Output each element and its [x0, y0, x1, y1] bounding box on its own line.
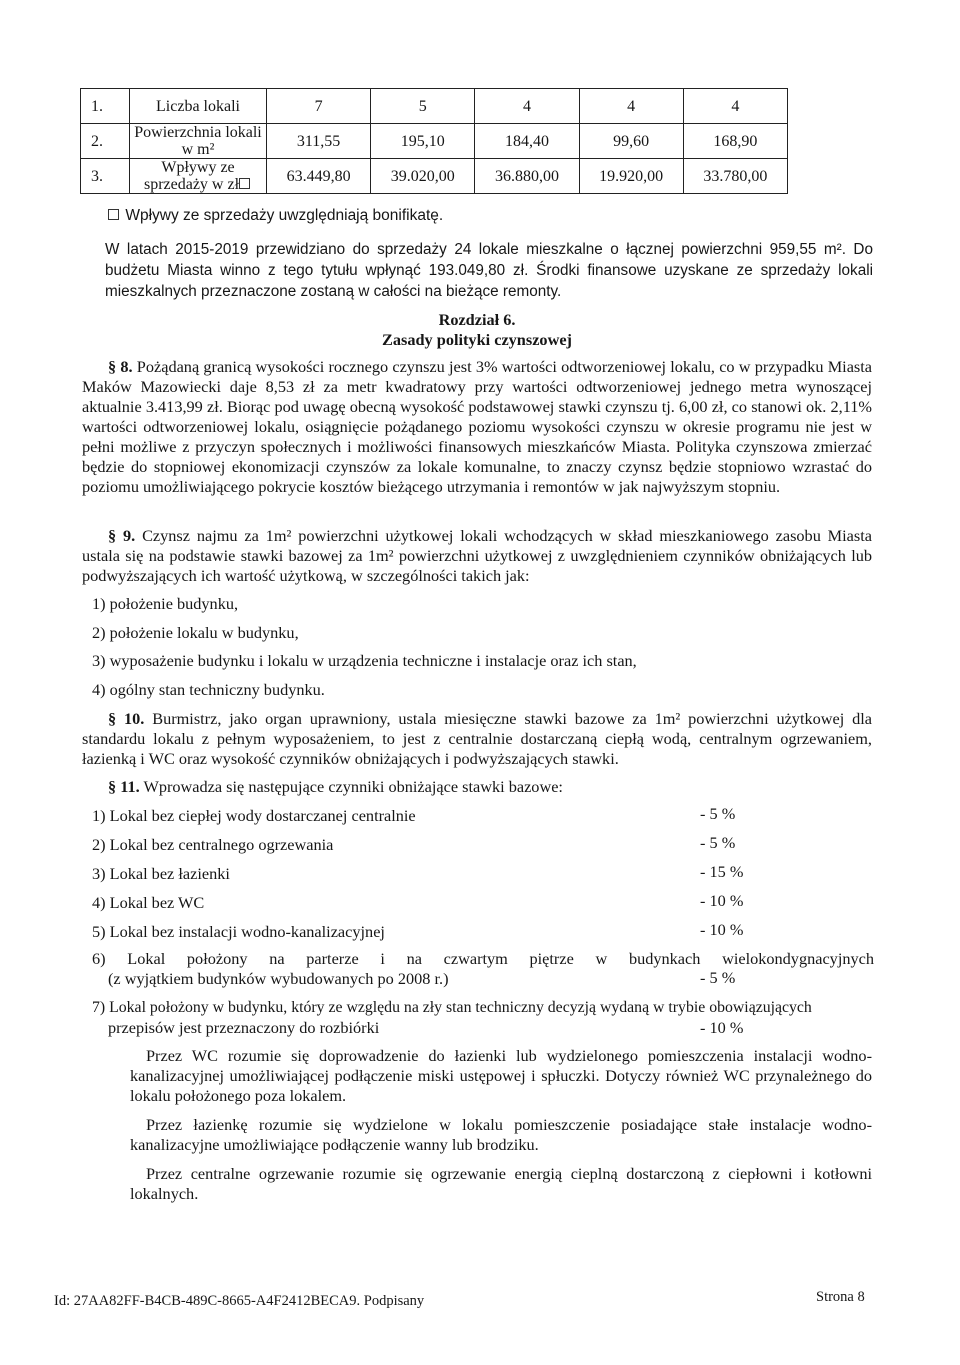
table-row: [81, 159, 788, 194]
factor-label: przepisów jest przeznaczony do rozbiórki: [108, 1018, 380, 1037]
table-cell: 168,90: [683, 124, 787, 159]
square-marker-icon: [239, 178, 250, 189]
table-cell: [130, 159, 267, 194]
factor-label: (z wyjątkiem budynków wybudowanych po 2008 r.): [108, 969, 449, 988]
table-cell: 311,55: [267, 124, 371, 159]
factor-percent: - 5 %: [700, 833, 736, 852]
list-item: 3) wyposażenie budynku i lokalu w urządzenia techniczne i instalacje oraz ich stan,: [92, 651, 637, 670]
table-cell: 63.449,80: [267, 159, 371, 194]
factor-label: 4) Lokal bez WC: [92, 893, 205, 912]
footnote-text: Wpływy ze sprzedaży uwzględniają bonifikatę.: [125, 207, 444, 224]
definition-wc: Przez WC rozumie się doprowadzenie do łazienki lub wydzielonego pomieszczenia instalacji wodno-kanalizacyjnej umożliwiającej podłączenie miski ustępowej i spłuczki. Dotyczy również WC przynależnego do lokalu położonego poza lokalem.: [130, 1046, 872, 1105]
section-8: [82, 357, 872, 497]
page-number: Strona 8: [816, 1289, 865, 1305]
table-cell: 5: [371, 89, 475, 124]
table-cell: 3.: [81, 159, 130, 194]
table-cell: Liczba lokali: [130, 89, 267, 124]
section-mark: § 8.: [108, 357, 133, 376]
section-text: Burmistrz, jako organ uprawniony, ustala miesięczne stawki bazowe za 1m² powierzchni użytkowej dla standardu lokalu z pełnym wyposażeniem, to jest z centralnie dostarczaną ciepłą wodą, centralnym ogrzewaniem, łazienką i WC oraz wysokość czynników obniżających i podwyższających stawki.: [82, 709, 873, 768]
section-text: Wprowadza się następujące czynniki obniżające stawki bazowe:: [143, 777, 563, 796]
document-id: Id: 27AA82FF-B4CB-489C-8665-A4F2412BECA9. Podpisany: [54, 1293, 425, 1309]
sales-table: [80, 88, 788, 194]
factor-percent: - 5 %: [700, 804, 736, 823]
square-marker-icon: [108, 209, 119, 220]
list-item: 4) ogólny stan techniczny budynku.: [92, 680, 325, 699]
section-mark: § 9.: [108, 526, 136, 545]
factor-percent: - 5 %: [700, 968, 736, 987]
factor-percent: - 15 %: [700, 862, 744, 881]
section-9: [82, 526, 872, 586]
factor-percent: - 10 %: [700, 1018, 744, 1037]
factor-label: 5) Lokal bez instalacji wodno-kanalizacyjnej: [92, 922, 385, 941]
definition-bathroom: Przez łazienkę rozumie się wydzielone w lokalu pomieszczenie posiadające stałe instalacje wodno-kanalizacyjne umożliwiające podłączenie wanny lub brodziku.: [130, 1115, 872, 1154]
list-item: 2) położenie lokalu w budynku,: [92, 623, 299, 642]
table-row: [81, 89, 788, 124]
table-cell: 99,60: [579, 124, 683, 159]
table-label-line: Powierzchnia lokali: [134, 124, 262, 141]
table-footnote: [108, 207, 443, 225]
factor-label: 7) Lokal położony w budynku, który ze względu na zły stan techniczny decyzją wydaną w trybie obowiązujących: [92, 999, 812, 1016]
section-mark: § 11.: [108, 777, 140, 796]
factor-label: 1) Lokal bez ciepłej wody dostarczanej centralnie: [92, 806, 416, 825]
table-cell: 4: [683, 89, 787, 124]
table-label-text: sprzedaży w zł: [143, 176, 240, 193]
table-cell: 36.880,00: [475, 159, 579, 194]
section-mark: § 10.: [108, 709, 145, 728]
chapter-number: Rozdział 6.: [438, 310, 516, 329]
section-text: Pożądaną granicą wysokości rocznego czynszu jest 3% wartości odtworzeniowej lokalu, co w przypadku Miasta Maków Mazowiecki daje 8,53 zł za metr kwadratowy przy wartości odtworzeniowej jednego metra wynoszącej aktualnie 3.413,99 zł. Biorąc pod uwagę obecną wysokość podstawowej stawki czynszu tj. 6,00 zł, co stanowi ok. 2,11% wartości odtworzeniowej lokalu, osiągnięcie pożądanego poziomu wysokości czynszu w okresie programu nie jest w pełni możliwe z przyczyn społecznych i możliwości finansowych mieszkańców Miasta. Polityka czynszowa zmierzać będzie do stopniowej ekonomizacji czynszów za lokale komunalne, to znaczy czynsz będzie stopniowo wzrastać do poziomu umożliwiającego pokrycie kosztów bieżącego utrzymania i remontów w jak najwyższym stopniu.: [82, 357, 873, 496]
table-cell: 7: [267, 89, 371, 124]
table-cell: 195,10: [371, 124, 475, 159]
factor-label: 6) Lokal położony na parterze i na czwartym piętrze w budynkach wielokondygnacyjnych: [92, 949, 874, 968]
factor-label: 2) Lokal bez centralnego ogrzewania: [92, 835, 334, 854]
factor-percent: - 10 %: [700, 920, 744, 939]
table-label-line: [134, 176, 262, 193]
section-10: [82, 709, 872, 769]
table-cell: 4: [579, 89, 683, 124]
table-cell: 19.920,00: [579, 159, 683, 194]
list-item: 1) położenie budynku,: [92, 594, 239, 613]
factor-percent: - 10 %: [700, 891, 744, 910]
chapter-title: Zasady polityki czynszowej: [382, 330, 572, 349]
section-text: Czynsz najmu za 1m² powierzchni użytkowej lokali wchodzących w skład mieszkaniowego zasobu Miasta ustala się na podstawie stawki bazowej za 1m² powierzchni użytkowej z uwzględnieniem czynników obniżających lub podwyższających ich wartość użytkową, w szczególności takich jak:: [82, 526, 872, 585]
factor-label: 3) Lokal bez łazienki: [92, 864, 230, 883]
table-label-line: Wpływy ze: [161, 159, 235, 176]
intro-paragraph: W latach 2015-2019 przewidziano do sprzedaży 24 lokale mieszkalne o łącznej powierzchni 959,55 m². Do budżetu Miasta winno z tego tytułu wpłynąć 193.049,80 zł. Środki finansowe uzyskane ze sprzedaży lokali mieszkalnych przeznaczone zostaną w całości na bieżące remonty.: [105, 241, 873, 300]
table-row: [81, 124, 788, 159]
table-cell: [130, 124, 267, 159]
table-cell: 33.780,00: [683, 159, 787, 194]
definition-heating: Przez centralne ogrzewanie rozumie się ogrzewanie energią cieplną dostarczoną z ciepłowni i kotłowni lokalnych.: [130, 1164, 872, 1203]
table-cell: 4: [475, 89, 579, 124]
section-11: [82, 777, 872, 797]
table-cell: 1.: [81, 89, 130, 124]
table-cell: 184,40: [475, 124, 579, 159]
table-cell: 2.: [81, 124, 130, 159]
table-cell: 39.020,00: [371, 159, 475, 194]
table-label-line: w m²: [181, 141, 215, 158]
